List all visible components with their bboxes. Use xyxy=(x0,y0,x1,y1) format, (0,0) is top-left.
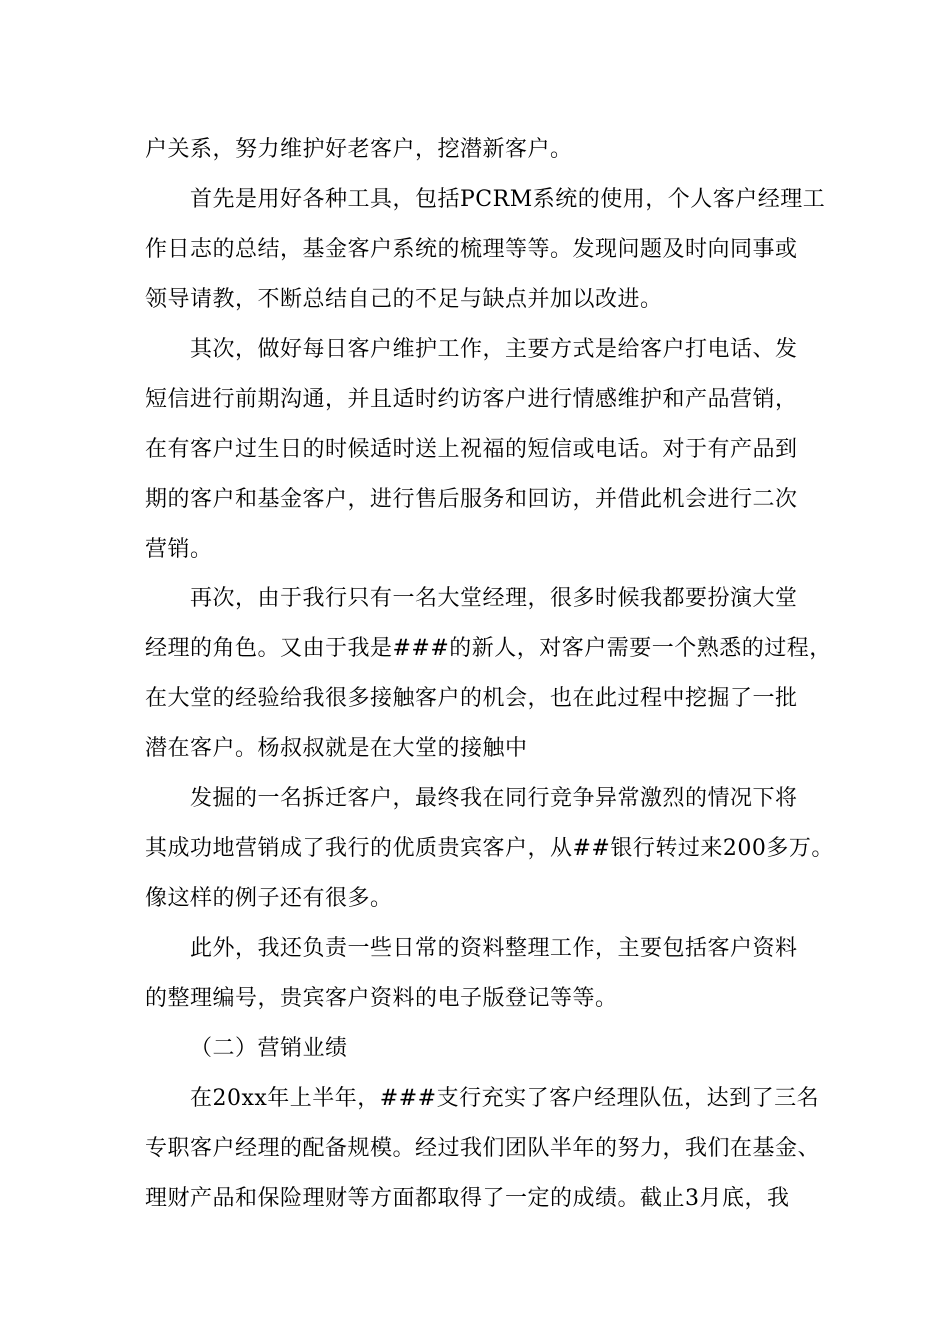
text-line: 再次，由于我行只有一名大堂经理，很多时候我都要扮演大堂 xyxy=(190,586,798,611)
text-line: 经理的角色。又由于我是###的新人，对客户需要一个熟悉的过程， xyxy=(145,636,832,661)
text-line: 发掘的一名拆迁客户，最终我在同行竞争异常激烈的情况下将 xyxy=(190,786,798,811)
text-line: 其次，做好每日客户维护工作，主要方式是给客户打电话、发 xyxy=(190,337,798,362)
text-line: 短信进行前期沟通，并且适时约访客户进行情感维护和产品营销， xyxy=(145,387,798,412)
text-line: 此外，我还负责一些日常的资料整理工作，主要包括客户资料 xyxy=(190,936,798,961)
text-line: 潜在客户。杨叔叔就是在大堂的接触中 xyxy=(145,736,528,761)
text-line: 理财产品和保险理财等方面都取得了一定的成绩。截止3月底，我 xyxy=(145,1186,790,1211)
text-line: 像这样的例子还有很多。 xyxy=(145,886,393,911)
text-line: 专职客户经理的配备规模。经过我们团队半年的努力，我们在基金、 xyxy=(145,1136,821,1161)
text-line: 作日志的总结，基金客户系统的梳理等等。发现问题及时向同事或 xyxy=(145,237,798,262)
text-line: 首先是用好各种工具，包括PCRM系统的使用，个人客户经理工 xyxy=(190,187,826,212)
text-line: 领导请教，不断总结自己的不足与缺点并加以改进。 xyxy=(145,287,663,312)
text-line: 在有客户过生日的时候适时送上祝福的短信或电话。对于有产品到 xyxy=(145,437,798,462)
text-line: 在20xx年上半年，###支行充实了客户经理队伍，达到了三名 xyxy=(190,1086,820,1111)
section-heading: （二）营销业绩 xyxy=(190,1036,348,1061)
text-line: 的整理编号，贵宾客户资料的电子版登记等等。 xyxy=(145,986,618,1011)
text-line: 户关系，努力维护好老客户，挖潜新客户。 xyxy=(145,137,573,162)
text-line: 营销。 xyxy=(145,537,213,562)
text-line: 其成功地营销成了我行的优质贵宾客户，从##银行转过来200多万。 xyxy=(145,836,834,861)
text-line: 在大堂的经验给我很多接触客户的机会，也在此过程中挖掘了一批 xyxy=(145,686,798,711)
text-line: 期的客户和基金客户，进行售后服务和回访，并借此机会进行二次 xyxy=(145,487,798,512)
